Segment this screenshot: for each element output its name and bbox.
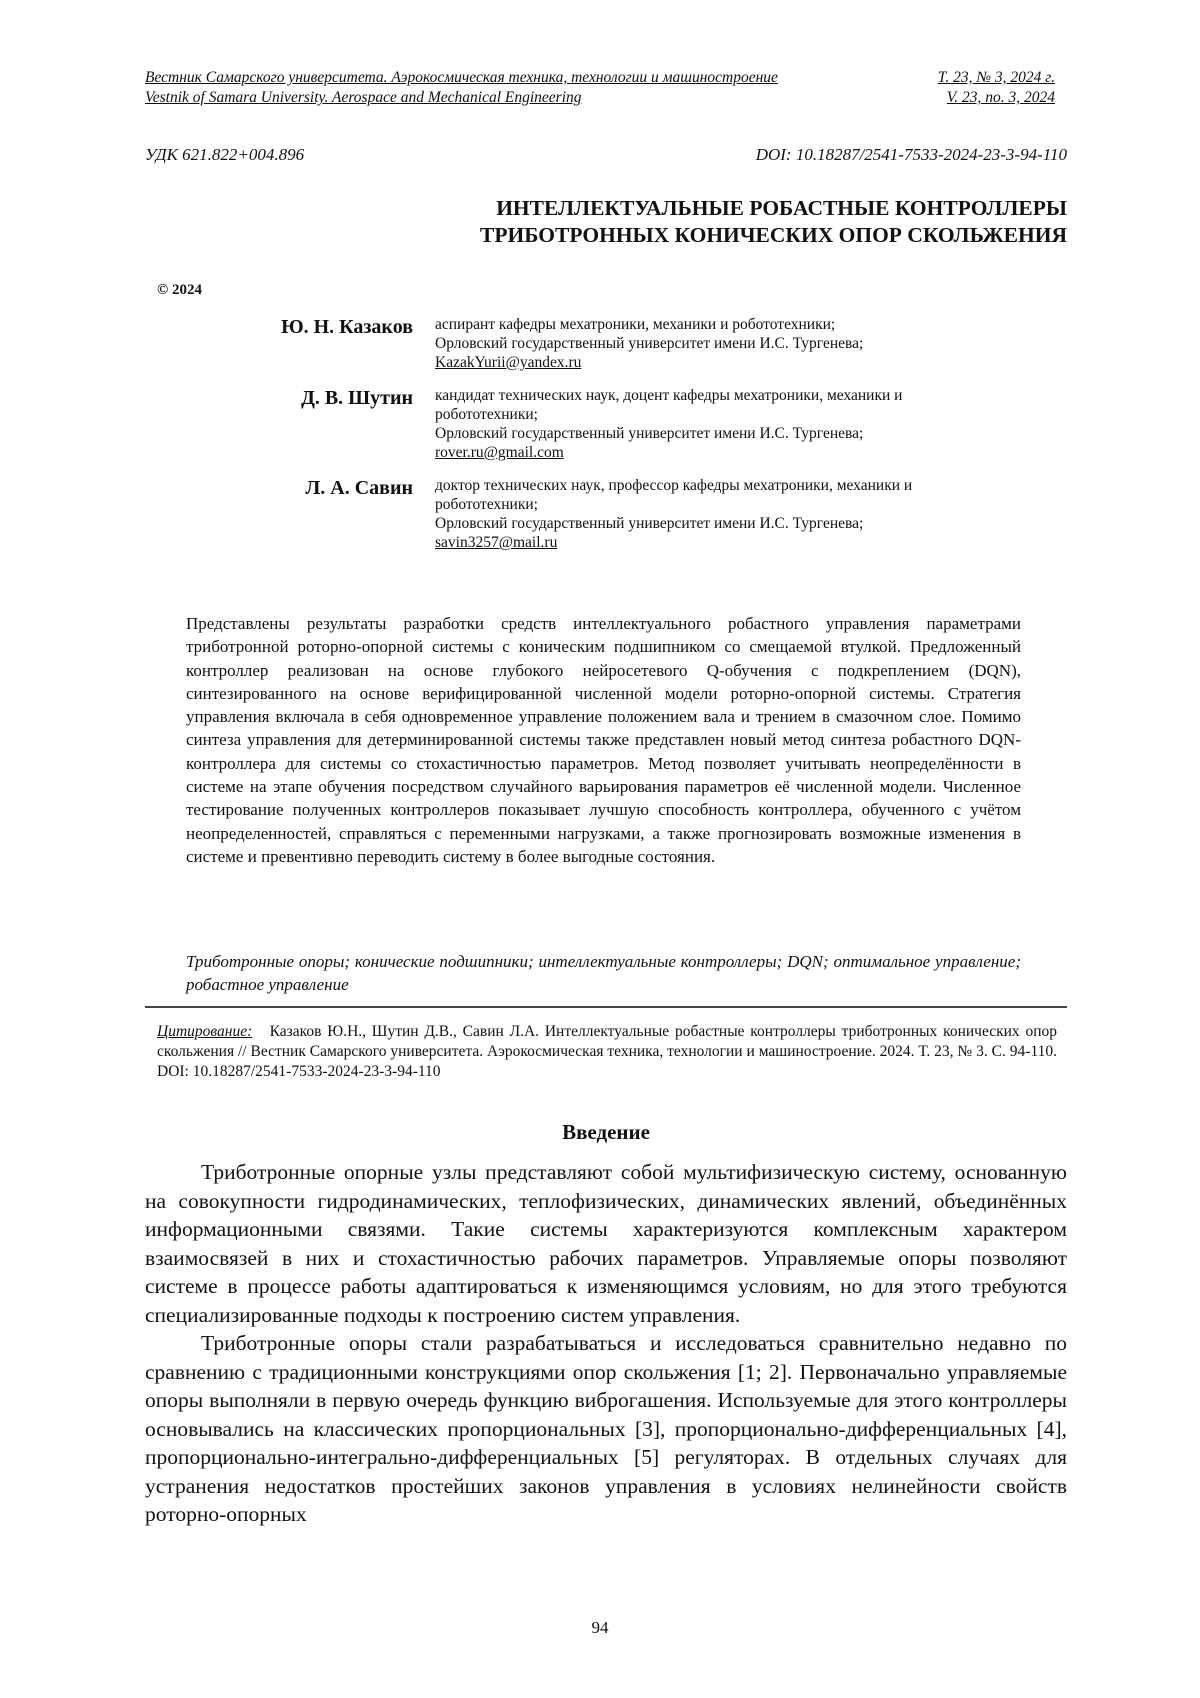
volume-ru: Т. 23, № 3, 2024 г.	[937, 69, 1055, 86]
citation-block	[157, 1022, 1057, 1082]
author-info	[435, 476, 995, 552]
author-email-link[interactable]: rover.ru@gmail.com	[435, 444, 564, 461]
citation-label: Цитирование:	[157, 1023, 253, 1040]
body-text	[145, 1158, 1067, 1529]
author-name: Л. А. Савин	[305, 477, 413, 499]
copyright: © 2024	[157, 282, 202, 298]
author-entry	[230, 386, 1070, 462]
citation-text: Казаков Ю.Н., Шутин Д.В., Савин Л.А. Интеллектуальные робастные контроллеры триботронных конических опор скольжения // Вестник Самарского университета. Аэрокосмическая техника, технологии и машиностроение. 2024. Т. 23, № 3. С. 94-110. DOI: 10.18287/2541-7533-2024-23-3-94-110	[157, 1023, 1058, 1080]
author-info	[435, 386, 995, 462]
author-position: кандидат технических наук, доцент кафедры мехатроники, механики и робототехники;	[435, 387, 903, 423]
journal-title-ru: Вестник Самарского университета. Аэрокосмическая техника, технологии и машиностроение	[145, 69, 778, 86]
author-entry	[230, 476, 1070, 552]
author-position: аспирант кафедры мехатроники, механики и робототехники;	[435, 316, 836, 333]
divider	[145, 1006, 1067, 1008]
author-email-link[interactable]: savin3257@mail.ru	[435, 534, 558, 551]
author-affiliation: Орловский государственный университет имени И.С. Тургенева;	[435, 335, 864, 352]
running-header	[145, 68, 1055, 108]
volume-en: V. 23, no. 3, 2024	[946, 89, 1055, 106]
running-header-en	[145, 88, 1055, 108]
author-info	[435, 315, 995, 372]
author-name: Ю. Н. Казаков	[281, 316, 413, 338]
doi: DOI: 10.18287/2541-7533-2024-23-3-94-110	[755, 145, 1067, 164]
title-line-1: ИНТЕЛЛЕКТУАЛЬНЫЕ РОБАСТНЫЕ КОНТРОЛЛЕРЫ	[496, 196, 1067, 220]
author-email-link[interactable]: KazakYurii@yandex.ru	[435, 354, 582, 371]
keywords: Триботронные опоры; конические подшипники; интеллектуальные контроллеры; DQN; оптимальное управление; робастное управление	[186, 952, 1021, 994]
abstract: Представлены результаты разработки средств интеллектуального робастного управления параметрами триботронной роторно-опорной системы с коническим подшипником со смещаемой втулкой. Предложенный контроллер реализован на основе глубокого нейросетевого Q-обучения с подкреплением (DQN), синтезированного на основе верифицированной численной модели роторно-опорной системы. Стратегия управления включала в себя одновременное управление положением вала и трением в смазочном слое. Помимо синтеза управления для детерминированной системы также представлен новый метод синтеза робастного DQN-контроллера для системы со стохастичностью параметров. Метод позволяет учитывать неопределённости в системе на этапе обучения посредством случайного варьирования параметров её численной модели. Численное тестирование полученных контроллеров показывает лучшую способность контроллера, обученного с учётом неопределенностей, справляться с переменными нагрузками, а также прогнозировать возможные изменения в системе и превентивно переводить систему в более выгодные состояния.	[186, 614, 1021, 866]
author-name: Д. В. Шутин	[301, 387, 413, 409]
udk-code: УДК 621.822+004.896	[145, 145, 305, 164]
author-list	[230, 315, 1070, 566]
journal-title-en: Vestnik of Samara University. Aerospace and Mechanical Engineering	[145, 89, 582, 106]
paper-title	[300, 195, 1067, 249]
author-entry	[230, 315, 1070, 372]
running-header-ru	[145, 68, 1055, 88]
paragraph: Триботронные опорные узлы представляют собой мультифизическую систему, основанную на совокупности гидродинамических, теплофизических, динамических явлений, объединённых информационными связями. Такие системы характеризуются комплексным характером взаимосвязей в них и стохастичностью рабочих параметров. Управляемые опоры позволяют системе в процессе работы адаптироваться к изменяющимся условиям, но для этого требуются специализированные подходы к построению систем управления.	[145, 1160, 1067, 1327]
page-number: 94	[591, 1618, 609, 1637]
author-position: доктор технических наук, профессор кафедры мехатроники, механики и робототехники;	[435, 477, 913, 513]
author-affiliation: Орловский государственный университет имени И.С. Тургенева;	[435, 515, 864, 532]
paragraph: Триботронные опоры стали разрабатываться и исследоваться сравнительно недавно по сравнению с традиционными конструкциями опор скольжения [1; 2]. Первоначально управляемые опоры выполняли в первую очередь функцию виброгашения. Используемые для этого контроллеры основывались на классических пропорциональных [3], пропорционально-дифференциальных [4], пропорционально-интегрально-дифференциальных [5] регуляторах. В отдельных случаях для устранения недостатков простейших законов управления в условиях нелинейности свойств роторно-опорных	[145, 1331, 1067, 1526]
section-heading: Введение	[562, 1120, 650, 1144]
title-line-2: ТРИБОТРОННЫХ КОНИЧЕСКИХ ОПОР СКОЛЬЖЕНИЯ	[480, 223, 1067, 247]
identifier-line	[145, 145, 1067, 165]
author-affiliation: Орловский государственный университет имени И.С. Тургенева;	[435, 425, 864, 442]
